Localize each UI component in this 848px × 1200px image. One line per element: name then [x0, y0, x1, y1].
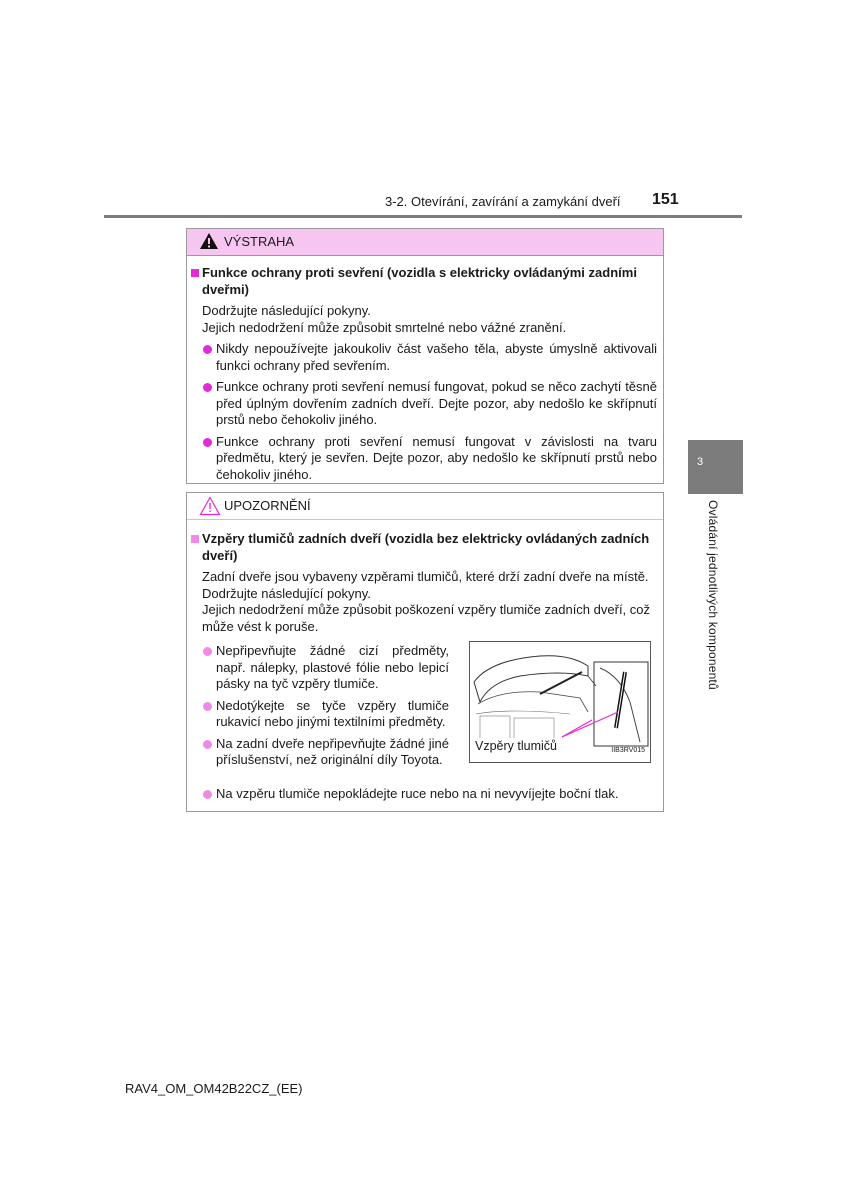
list-item-text: Nikdy nepoužívejte jakoukoliv část vašeho těla, abyste úmyslně aktivovali funkci ochrany před sevřením.: [216, 341, 657, 373]
section-title: 3-2. Otevírání, zavírání a zamykání dveří: [385, 194, 621, 209]
list-item: [191, 379, 657, 429]
caution-intro-1: Zadní dveře jsou vybaveny vzpěrami tlumičů, které drží zadní dveře na místě.: [202, 569, 649, 584]
warning-heading: [191, 265, 657, 298]
square-bullet-icon: [191, 535, 199, 543]
list-item: [191, 434, 657, 484]
warning-triangle-icon: [199, 232, 219, 250]
list-item-text: Funkce ochrany proti sevření nemusí fungovat, pokud se něco zachytí těsně před úplným dovřením zadních dveří. Dejte pozor, aby nedošlo ke skřípnutí prstů nebo čehokoliv jiného.: [216, 379, 657, 427]
bullet-dot-icon: [203, 438, 212, 447]
square-bullet-icon: [191, 269, 199, 277]
caution-bullet-list: [191, 643, 449, 769]
caution-intro-3: Jejich nedodržení může způsobit poškození vzpěry tlumiče zadních dveří, což může vést k poruše.: [202, 602, 651, 634]
caution-triangle-icon: [199, 496, 221, 516]
list-item-text: Na zadní dveře nepřipevňujte žádné jiné příslušenství, než originální díly Toyota.: [216, 735, 449, 767]
warning-header: [187, 229, 663, 256]
damper-stay-illustration: [469, 641, 651, 763]
chapter-number: 3: [697, 456, 704, 468]
list-item: [191, 698, 449, 731]
chapter-tab: [688, 440, 743, 494]
list-item-text: Na vzpěru tlumiče nepokládejte ruce nebo na ni nevyvíjejte boční tlak.: [216, 786, 619, 801]
warning-box: [186, 228, 664, 484]
list-item: [191, 736, 449, 769]
warning-content: [191, 265, 657, 483]
chapter-title: Ovládání jednotlivých komponentů: [706, 500, 720, 690]
warning-intro-1: Dodržujte následující pokyny.: [202, 303, 371, 318]
document-code: RAV4_OM_OM42B22CZ_(EE): [125, 1081, 303, 1096]
list-item-text: Funkce ochrany proti sevření nemusí fungovat v závislosti na tvaru předmětu, který je sevřen. Dejte pozor, aby nedošlo ke skřípnutí prstů nebo čehokoliv jiného.: [216, 433, 657, 482]
illustration-code: IIB3RV015: [611, 746, 645, 754]
bullet-dot-icon: [203, 647, 212, 656]
bullet-dot-icon: [203, 790, 212, 799]
bullet-dot-icon: [203, 383, 212, 392]
caution-box: [186, 492, 664, 812]
list-item: [191, 786, 657, 803]
caution-heading-text: Vzpěry tlumičů zadních dveří (vozidla bez elektricky ovládaných zadních dveří): [202, 531, 650, 563]
bullet-dot-icon: [203, 345, 212, 354]
caution-heading: [191, 531, 657, 564]
list-item-text: Nepřipevňujte žádné cizí předměty, např. nálepky, plastové fólie nebo lepicí pásky na tyč vzpěry tlumiče.: [216, 643, 449, 691]
header-divider: [104, 215, 742, 218]
list-item: [191, 643, 449, 693]
warning-intro-2: Jejich nedodržení může způsobit smrtelné nebo vážné zranění.: [202, 319, 567, 335]
caution-header: [187, 493, 663, 520]
list-item: [191, 341, 657, 374]
page-number: 151: [652, 191, 679, 208]
warning-heading-text: Funkce ochrany proti sevření (vozidla s elektricky ovládanými zadními dveřmi): [202, 265, 637, 297]
caution-content: [191, 531, 657, 801]
list-item-text: Nedotýkejte se tyče vzpěry tlumiče rukavicí nebo jinými textilními předměty.: [216, 697, 449, 729]
illustration-label: Vzpěry tlumičů: [475, 739, 557, 753]
bullet-dot-icon: [203, 740, 212, 749]
warning-label: VÝSTRAHA: [224, 234, 295, 249]
caution-label: UPOZORNĚNÍ: [224, 498, 311, 513]
bullet-dot-icon: [203, 702, 212, 711]
caution-intro-2: Dodržujte následující pokyny.: [202, 585, 371, 601]
